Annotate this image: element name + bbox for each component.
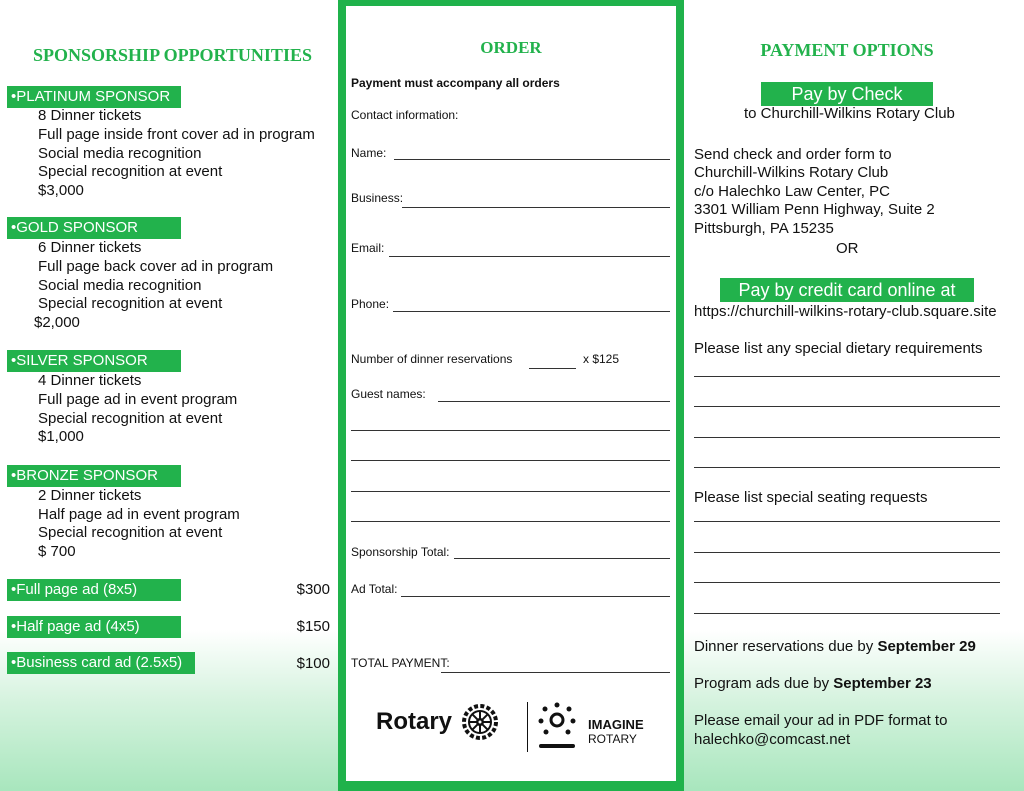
seating-label: Please list special seating requests: [694, 489, 928, 506]
address-line: Send check and order form to: [694, 146, 892, 163]
seating-field[interactable]: [694, 552, 1000, 553]
address-line: Churchill-Wilkins Rotary Club: [694, 164, 889, 181]
guest-name-field[interactable]: [438, 401, 670, 402]
tier-item: Full page back cover ad in program: [38, 258, 274, 275]
imagine-figure-icon: [536, 700, 578, 750]
check-payee: to Churchill-Wilkins Rotary Club: [744, 105, 955, 122]
logo-divider: [527, 702, 528, 752]
tier-price: $1,000: [38, 428, 84, 445]
tier-item: 4 Dinner tickets: [38, 372, 142, 389]
tier-price: $2,000: [34, 314, 80, 331]
contact-email[interactable]: halechko@comcast.net: [694, 731, 851, 748]
tier-gold-tag: •GOLD SPONSOR: [7, 217, 181, 239]
name-label: Name:: [351, 146, 387, 160]
ad-business-card-tag: •Business card ad (2.5x5): [7, 652, 195, 674]
tier-item: Social media recognition: [38, 277, 202, 294]
tier-item: Special recognition at event: [38, 410, 223, 427]
tier-price: $3,000: [38, 182, 84, 199]
sponsorship-total-label: Sponsorship Total:: [351, 545, 450, 559]
phone-label: Phone:: [351, 297, 390, 311]
order-panel: [338, 0, 684, 791]
imagine-rotary-text: ROTARY: [588, 732, 637, 746]
email-instruction: Please email your ad in PDF format to: [694, 712, 948, 729]
tier-item: Full page inside front cover ad in program: [38, 126, 315, 143]
ad-half-page-price: $150: [296, 618, 330, 635]
total-payment-field[interactable]: [441, 672, 670, 673]
ads-due-text: [694, 675, 932, 692]
tier-item: Full page ad in event program: [38, 391, 238, 408]
dietary-field[interactable]: [694, 467, 1000, 468]
tier-bronze-tag: •BRONZE SPONSOR: [7, 465, 181, 487]
order-title: ORDER: [480, 38, 542, 57]
name-field[interactable]: [394, 159, 670, 160]
imagine-text: IMAGINE: [588, 717, 644, 732]
tier-silver-tag: •SILVER SPONSOR: [7, 350, 181, 372]
rotary-wheel-icon: [460, 702, 500, 742]
total-payment-label: TOTAL PAYMENT:: [351, 656, 450, 670]
order-notice: Payment must accompany all orders: [351, 76, 560, 90]
pay-by-card-box: Pay by credit card online at: [720, 278, 974, 302]
tier-item: Special recognition at event: [38, 524, 223, 541]
guest-name-field[interactable]: [351, 491, 670, 492]
seating-field[interactable]: [694, 582, 1000, 583]
dietary-field[interactable]: [694, 437, 1000, 438]
sponsorship-total-field[interactable]: [454, 558, 670, 559]
or-separator: OR: [836, 240, 859, 257]
sponsorship-title: SPONSORSHIP OPPORTUNITIES: [33, 45, 312, 65]
payment-panel: [684, 0, 1024, 791]
tier-item: Half page ad in event program: [38, 506, 240, 523]
tier-item: 8 Dinner tickets: [38, 107, 142, 124]
ad-total-field[interactable]: [401, 596, 670, 597]
reservation-price: x $125: [583, 352, 620, 366]
order-form: [346, 6, 676, 781]
phone-field[interactable]: [393, 311, 670, 312]
tier-item: Special recognition at event: [38, 163, 223, 180]
ad-full-page-price: $300: [296, 581, 330, 598]
guest-name-field[interactable]: [351, 430, 670, 431]
seating-field[interactable]: [694, 521, 1000, 522]
dietary-label: Please list any special dietary requirements: [694, 340, 983, 357]
ad-full-page-tag: •Full page ad (8x5): [7, 579, 181, 601]
ads-due-prefix: Program ads due by: [694, 675, 834, 692]
tier-item: 6 Dinner tickets: [38, 239, 142, 256]
address-line: 3301 William Penn Highway, Suite 2: [694, 201, 935, 218]
dinner-due-date: September 29: [877, 638, 976, 655]
business-label: Business:: [351, 191, 404, 205]
dietary-field[interactable]: [694, 376, 1000, 377]
reservations-field[interactable]: [529, 368, 576, 369]
pay-by-check-box: Pay by Check: [761, 82, 933, 106]
tier-item: Special recognition at event: [38, 295, 223, 312]
tier-platinum-tag: •PLATINUM SPONSOR: [7, 86, 181, 108]
address-line: c/o Halechko Law Center, PC: [694, 183, 890, 200]
payment-url[interactable]: https://churchill-wilkins-rotary-club.square.site: [694, 303, 997, 320]
sponsorship-panel: [0, 0, 338, 791]
dinner-due-prefix: Dinner reservations due by: [694, 638, 878, 655]
email-field[interactable]: [389, 256, 670, 257]
guest-name-field[interactable]: [351, 460, 670, 461]
dinner-due-text: [694, 638, 976, 655]
guest-names-label: Guest names:: [351, 387, 426, 401]
tier-item: Social media recognition: [38, 145, 202, 162]
rotary-wordmark: Rotary: [376, 708, 453, 735]
business-field[interactable]: [402, 207, 670, 208]
email-label: Email:: [351, 241, 385, 255]
ad-total-label: Ad Total:: [351, 582, 398, 596]
ad-business-card-price: $100: [296, 655, 330, 672]
contact-label: Contact information:: [351, 108, 459, 122]
ads-due-date: September 23: [833, 675, 932, 692]
dietary-field[interactable]: [694, 406, 1000, 407]
guest-name-field[interactable]: [351, 521, 670, 522]
ad-half-page-tag: •Half page ad (4x5): [7, 616, 181, 638]
reservations-label: Number of dinner reservations: [351, 352, 513, 366]
address-line: Pittsburgh, PA 15235: [694, 220, 834, 237]
rotary-logo: [376, 702, 516, 746]
payment-title: PAYMENT OPTIONS: [760, 40, 934, 60]
tier-price: $ 700: [38, 543, 76, 560]
seating-field[interactable]: [694, 613, 1000, 614]
imagine-rotary-logo: [536, 700, 666, 752]
tier-item: 2 Dinner tickets: [38, 487, 142, 504]
